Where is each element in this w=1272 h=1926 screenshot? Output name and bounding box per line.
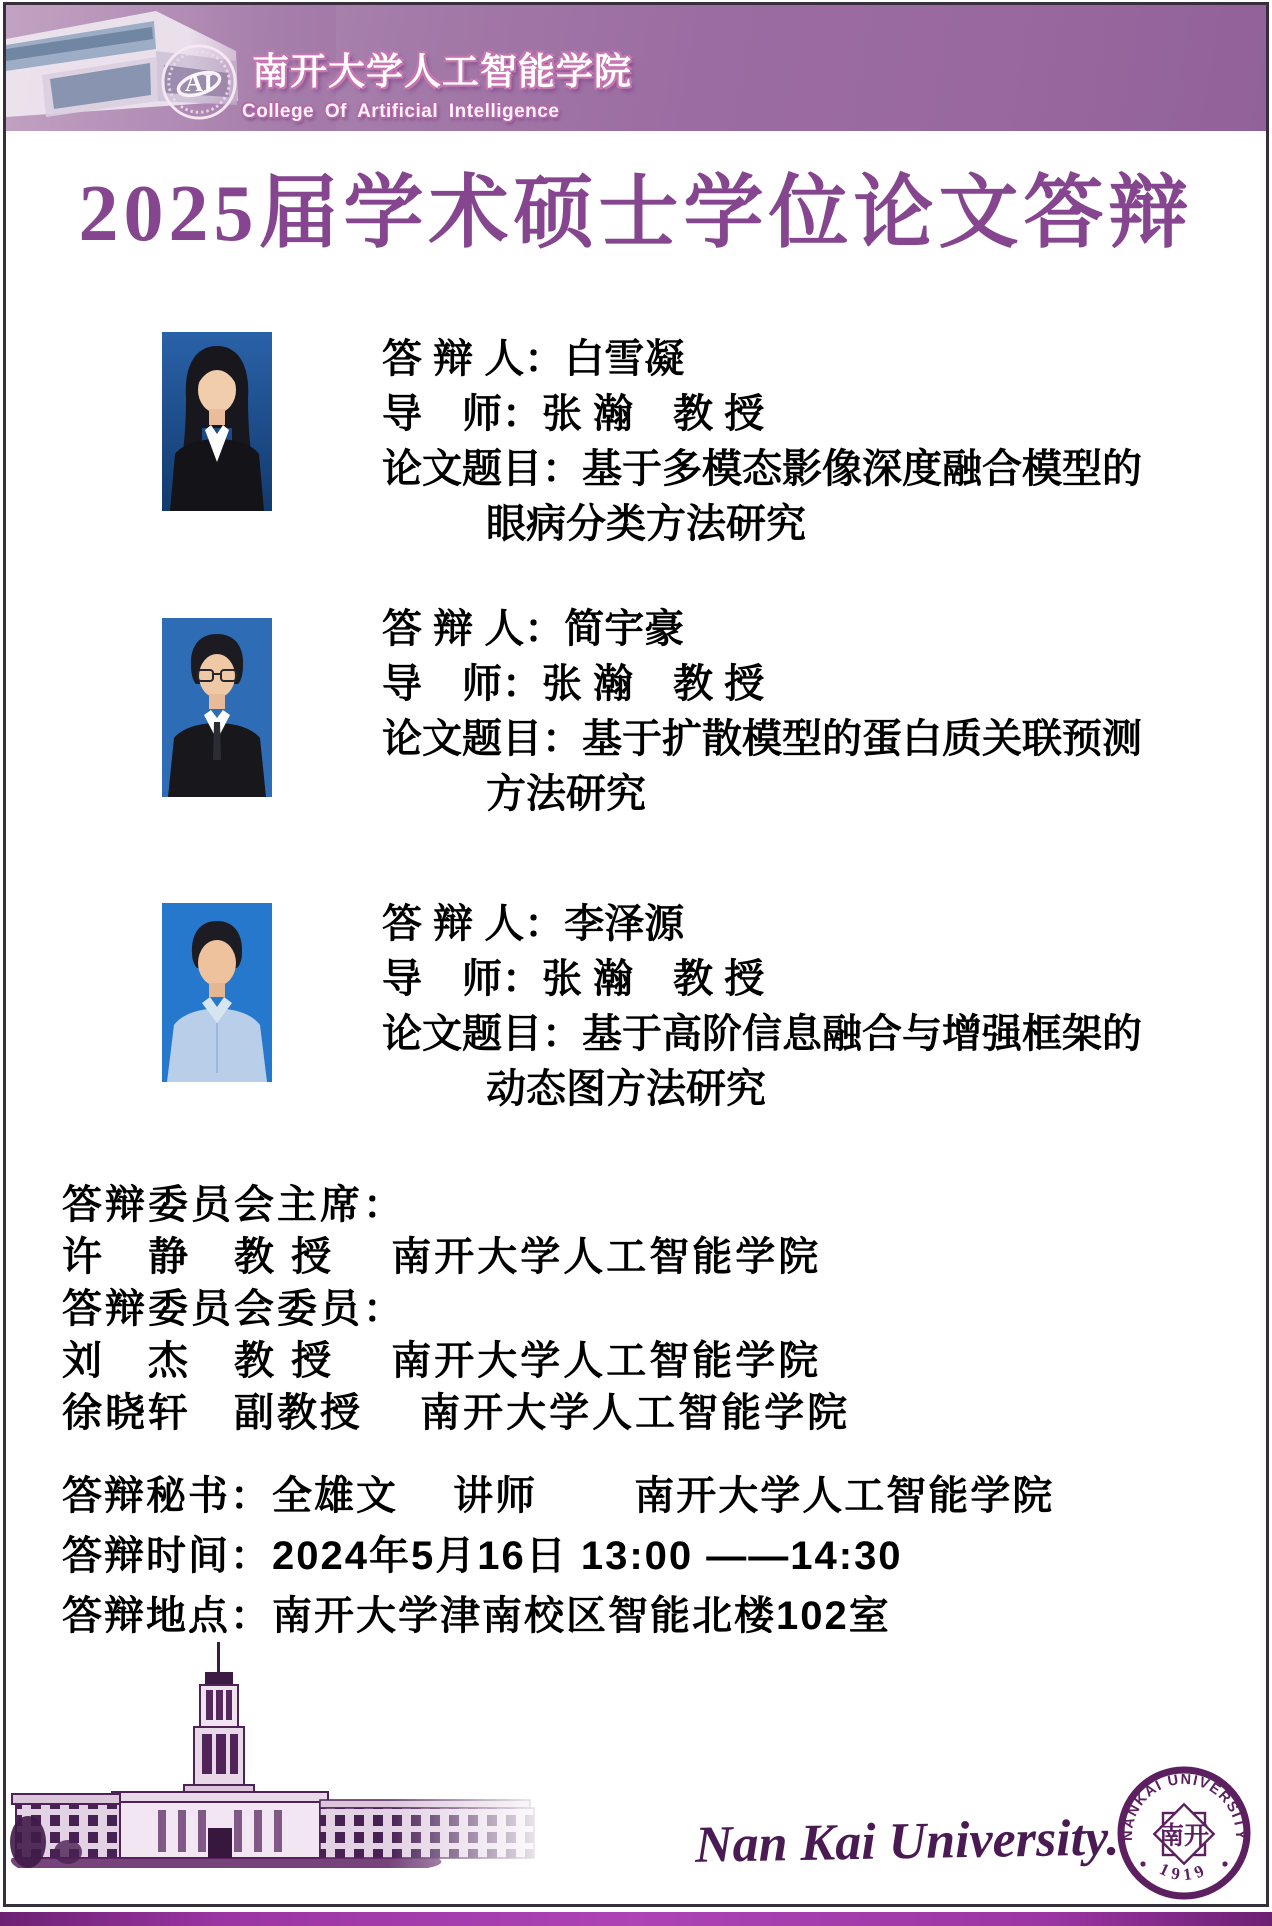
college-name-en: College Of Artificial Intelligence — [242, 101, 560, 122]
seal-top-text: NANKAI UNIVERSITY — [1119, 1771, 1249, 1842]
university-seal — [1115, 1764, 1253, 1902]
thesis-title-line: 论文题目：基于多模态影像深度融合模型的 — [382, 447, 1142, 491]
logo-ai-text: AI — [184, 68, 214, 97]
candidate-photo-1 — [162, 332, 272, 511]
bottom-accent-bar — [0, 1912, 1272, 1926]
committee-member-entry: 徐晓轩 副教授 南开大学人工智能学院 — [62, 1391, 851, 1435]
time-line: 答辩时间：2024年5月16日 13:00 ——14:30 — [62, 1534, 903, 1578]
college-name-cn: 南开大学人工智能学院 — [252, 51, 632, 92]
advisor-line: 导 师：张 瀚 教 授 — [382, 662, 765, 706]
ai-college-logo-icon — [160, 43, 238, 121]
committee-members-heading: 答辩委员会委员： — [62, 1287, 406, 1331]
candidate-section-3 — [382, 897, 1172, 1117]
thesis-title-wrap-line: 动态图方法研究 — [486, 1067, 766, 1111]
committee-member-entry: 刘 杰 教 授 南开大学人工智能学院 — [62, 1339, 822, 1383]
candidate-section-1 — [382, 332, 1172, 552]
secretary-line: 答辩秘书：全雄文 讲师 南开大学人工智能学院 — [62, 1474, 1055, 1518]
university-script-text: Nan Kai University. — [694, 1809, 1120, 1874]
committee-chair-heading: 答辩委员会主席： — [62, 1183, 406, 1227]
candidate-photo-2 — [162, 618, 272, 797]
poster-title: 2025届学术硕士学位论文答辩 — [78, 170, 1194, 258]
advisor-line: 导 师：张 瀚 教 授 — [382, 957, 765, 1001]
committee-chair-entry: 许 静 教 授 南开大学人工智能学院 — [62, 1235, 822, 1279]
logistics-block — [62, 1466, 1054, 1646]
thesis-title-wrap-line: 眼病分类方法研究 — [486, 502, 806, 546]
candidate-photo-3 — [162, 903, 272, 1082]
header-banner — [6, 5, 1266, 131]
seal-year-text: 1919 — [1156, 1859, 1212, 1885]
defender-line: 答 辩 人：白雪凝 — [382, 337, 685, 381]
candidate-section-2 — [382, 602, 1172, 822]
location-line: 答辩地点：南开大学津南校区智能北楼102室 — [62, 1594, 891, 1638]
thesis-title-wrap-line: 方法研究 — [486, 772, 646, 816]
defender-line: 答 辩 人：简宇豪 — [382, 607, 685, 651]
campus-building-illustration — [8, 1642, 556, 1898]
seal-center-text: 南开 — [1158, 1822, 1210, 1850]
committee-block — [62, 1179, 850, 1439]
advisor-line: 导 师：张 瀚 教 授 — [382, 392, 765, 436]
thesis-title-line: 论文题目：基于扩散模型的蛋白质关联预测 — [382, 717, 1142, 761]
defender-line: 答 辩 人：李泽源 — [382, 902, 685, 946]
thesis-title-line: 论文题目：基于高阶信息融合与增强框架的 — [382, 1012, 1142, 1056]
